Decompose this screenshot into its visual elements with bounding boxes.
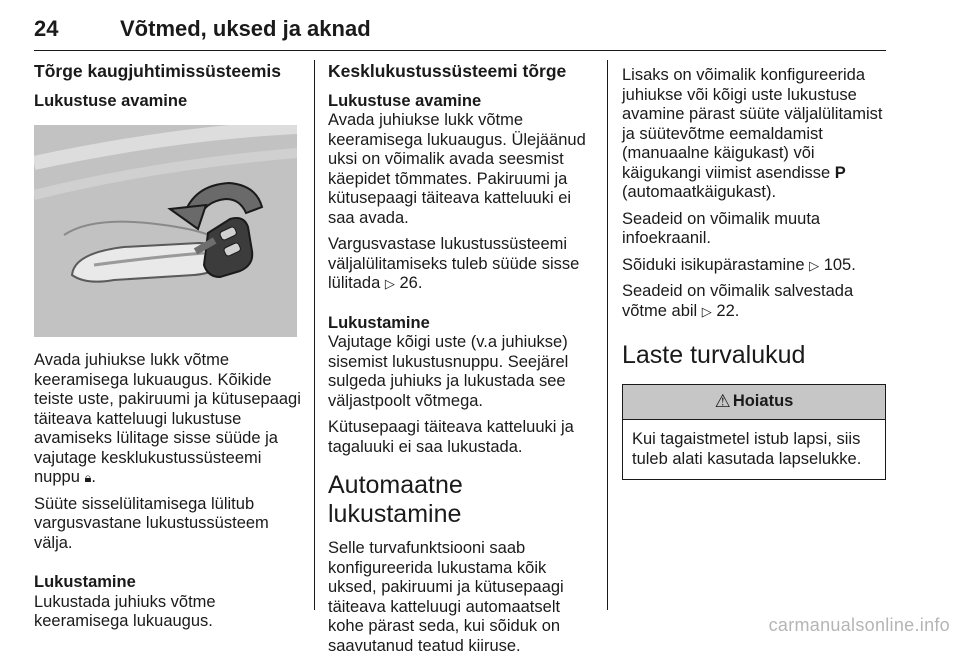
column-1 bbox=[34, 62, 302, 639]
reference-arrow-icon: ▷ bbox=[701, 303, 712, 319]
door-handle-key-image bbox=[34, 125, 297, 337]
lock-button-icon: 🔒︎ bbox=[84, 470, 92, 485]
warning-icon: ⚠ bbox=[714, 391, 731, 412]
paragraph: Lukustada juhiuks võtme keeramisega lukuaugus. bbox=[34, 592, 216, 630]
warning-title: Hoiatus bbox=[732, 392, 794, 411]
page-number: 24 bbox=[34, 16, 59, 41]
page-reference[interactable]: 26. bbox=[399, 274, 423, 292]
reference-arrow-icon: ▷ bbox=[384, 276, 395, 291]
subsection-title: Lukustuse avamine bbox=[328, 91, 482, 110]
subsection-title: Lukustamine bbox=[328, 313, 430, 332]
paragraph: Seadeid on võimalik muuta infoekraanil. bbox=[622, 209, 821, 247]
watermark: carmanualsonline.info bbox=[768, 615, 950, 635]
section-heading: Automaatne lukustamine bbox=[328, 471, 463, 528]
paragraph: Kütusepaagi täiteava katteluuki ja tagaluuki ei saa lukustada. bbox=[328, 418, 574, 456]
paragraph: Vajutage kõigi uste (v.a juhiukse) sisemist lukustusnuppu. Seejärel sulgeda juhiuks ja lukustada see väljastpoolt võtmega. bbox=[328, 333, 569, 410]
paragraph: Selle turvafunktsiooni saab konfigureerida lukustama kõik uksed, pakiruumi ja kütusepaagi täiteava katteluugi automaatselt kohe pärast seda, kui sõiduk on saavutanud teatud kiiruse. bbox=[328, 539, 564, 655]
paragraph: Lisaks on võimalik konfigureerida juhiukse või kõigi uste lukustuse avamine pärast süüte väljalülitamist ja süütevõtme eemaldamist (manuaalne käigukast) või käigukangi viimist asendisse P (automaatkäigukast). bbox=[622, 66, 883, 201]
warning-header bbox=[623, 385, 885, 420]
paragraph: Seadeid on võimalik salvestada võtme abil ▷ 22. bbox=[622, 282, 854, 320]
section-title: Tõrge kaugjuhtimissüsteemis bbox=[34, 61, 282, 81]
column-3 bbox=[622, 66, 887, 480]
chapter-title: Võtmed, uksed ja aknad bbox=[120, 16, 371, 41]
paragraph: Süüte sisselülitamisega lülitub vargusvastane lukustussüsteem välja. bbox=[34, 494, 269, 552]
warning-box bbox=[622, 384, 886, 480]
reference-arrow-icon: ▷ bbox=[809, 257, 820, 273]
page-header bbox=[34, 10, 886, 51]
gear-position-p: P bbox=[834, 163, 846, 182]
section-title: Kesklukustussüsteemi tõrge bbox=[328, 61, 567, 81]
car-door-key-illustration bbox=[34, 125, 297, 337]
paragraph: Avada juhiukse lukk võtme keeramisega lukuaugus. Ülejäänud uksi on võimalik avada seesmist käepidet tõmmates. Pakiruumi ja kütusepaagi täiteava katteluuki ei saa avada. bbox=[328, 111, 586, 227]
paragraph: Sõiduki isikupärastamine ▷ 105. bbox=[622, 255, 856, 274]
column-2 bbox=[328, 62, 594, 663]
subsection-title: Lukustuse avamine bbox=[34, 91, 188, 110]
column-divider bbox=[314, 60, 315, 610]
section-heading: Laste turvalukud bbox=[622, 341, 806, 369]
paragraph: Avada juhiukse lukk võtme keeramisega lukuaugus. Kõikide teiste uste, pakiruumi ja kütusepaagi täiteava katteluugi lukustuse avamiseks lülitage sisse süüde ja vajutage kesklukustussüsteemi nuppu 🔒︎. bbox=[34, 351, 301, 486]
page-reference[interactable]: 105. bbox=[823, 255, 856, 274]
page-reference[interactable]: 22. bbox=[716, 301, 740, 320]
column-divider bbox=[607, 60, 608, 610]
paragraph: Vargusvastase lukustussüsteemi väljalülitamiseks tuleb süüde sisse lülitada ▷ 26. bbox=[328, 235, 580, 292]
warning-text: Kui tagaistmetel istub lapsi, siis tuleb alati kasutada lapselukke. bbox=[632, 430, 862, 468]
subsection-title: Lukustamine bbox=[34, 573, 136, 591]
